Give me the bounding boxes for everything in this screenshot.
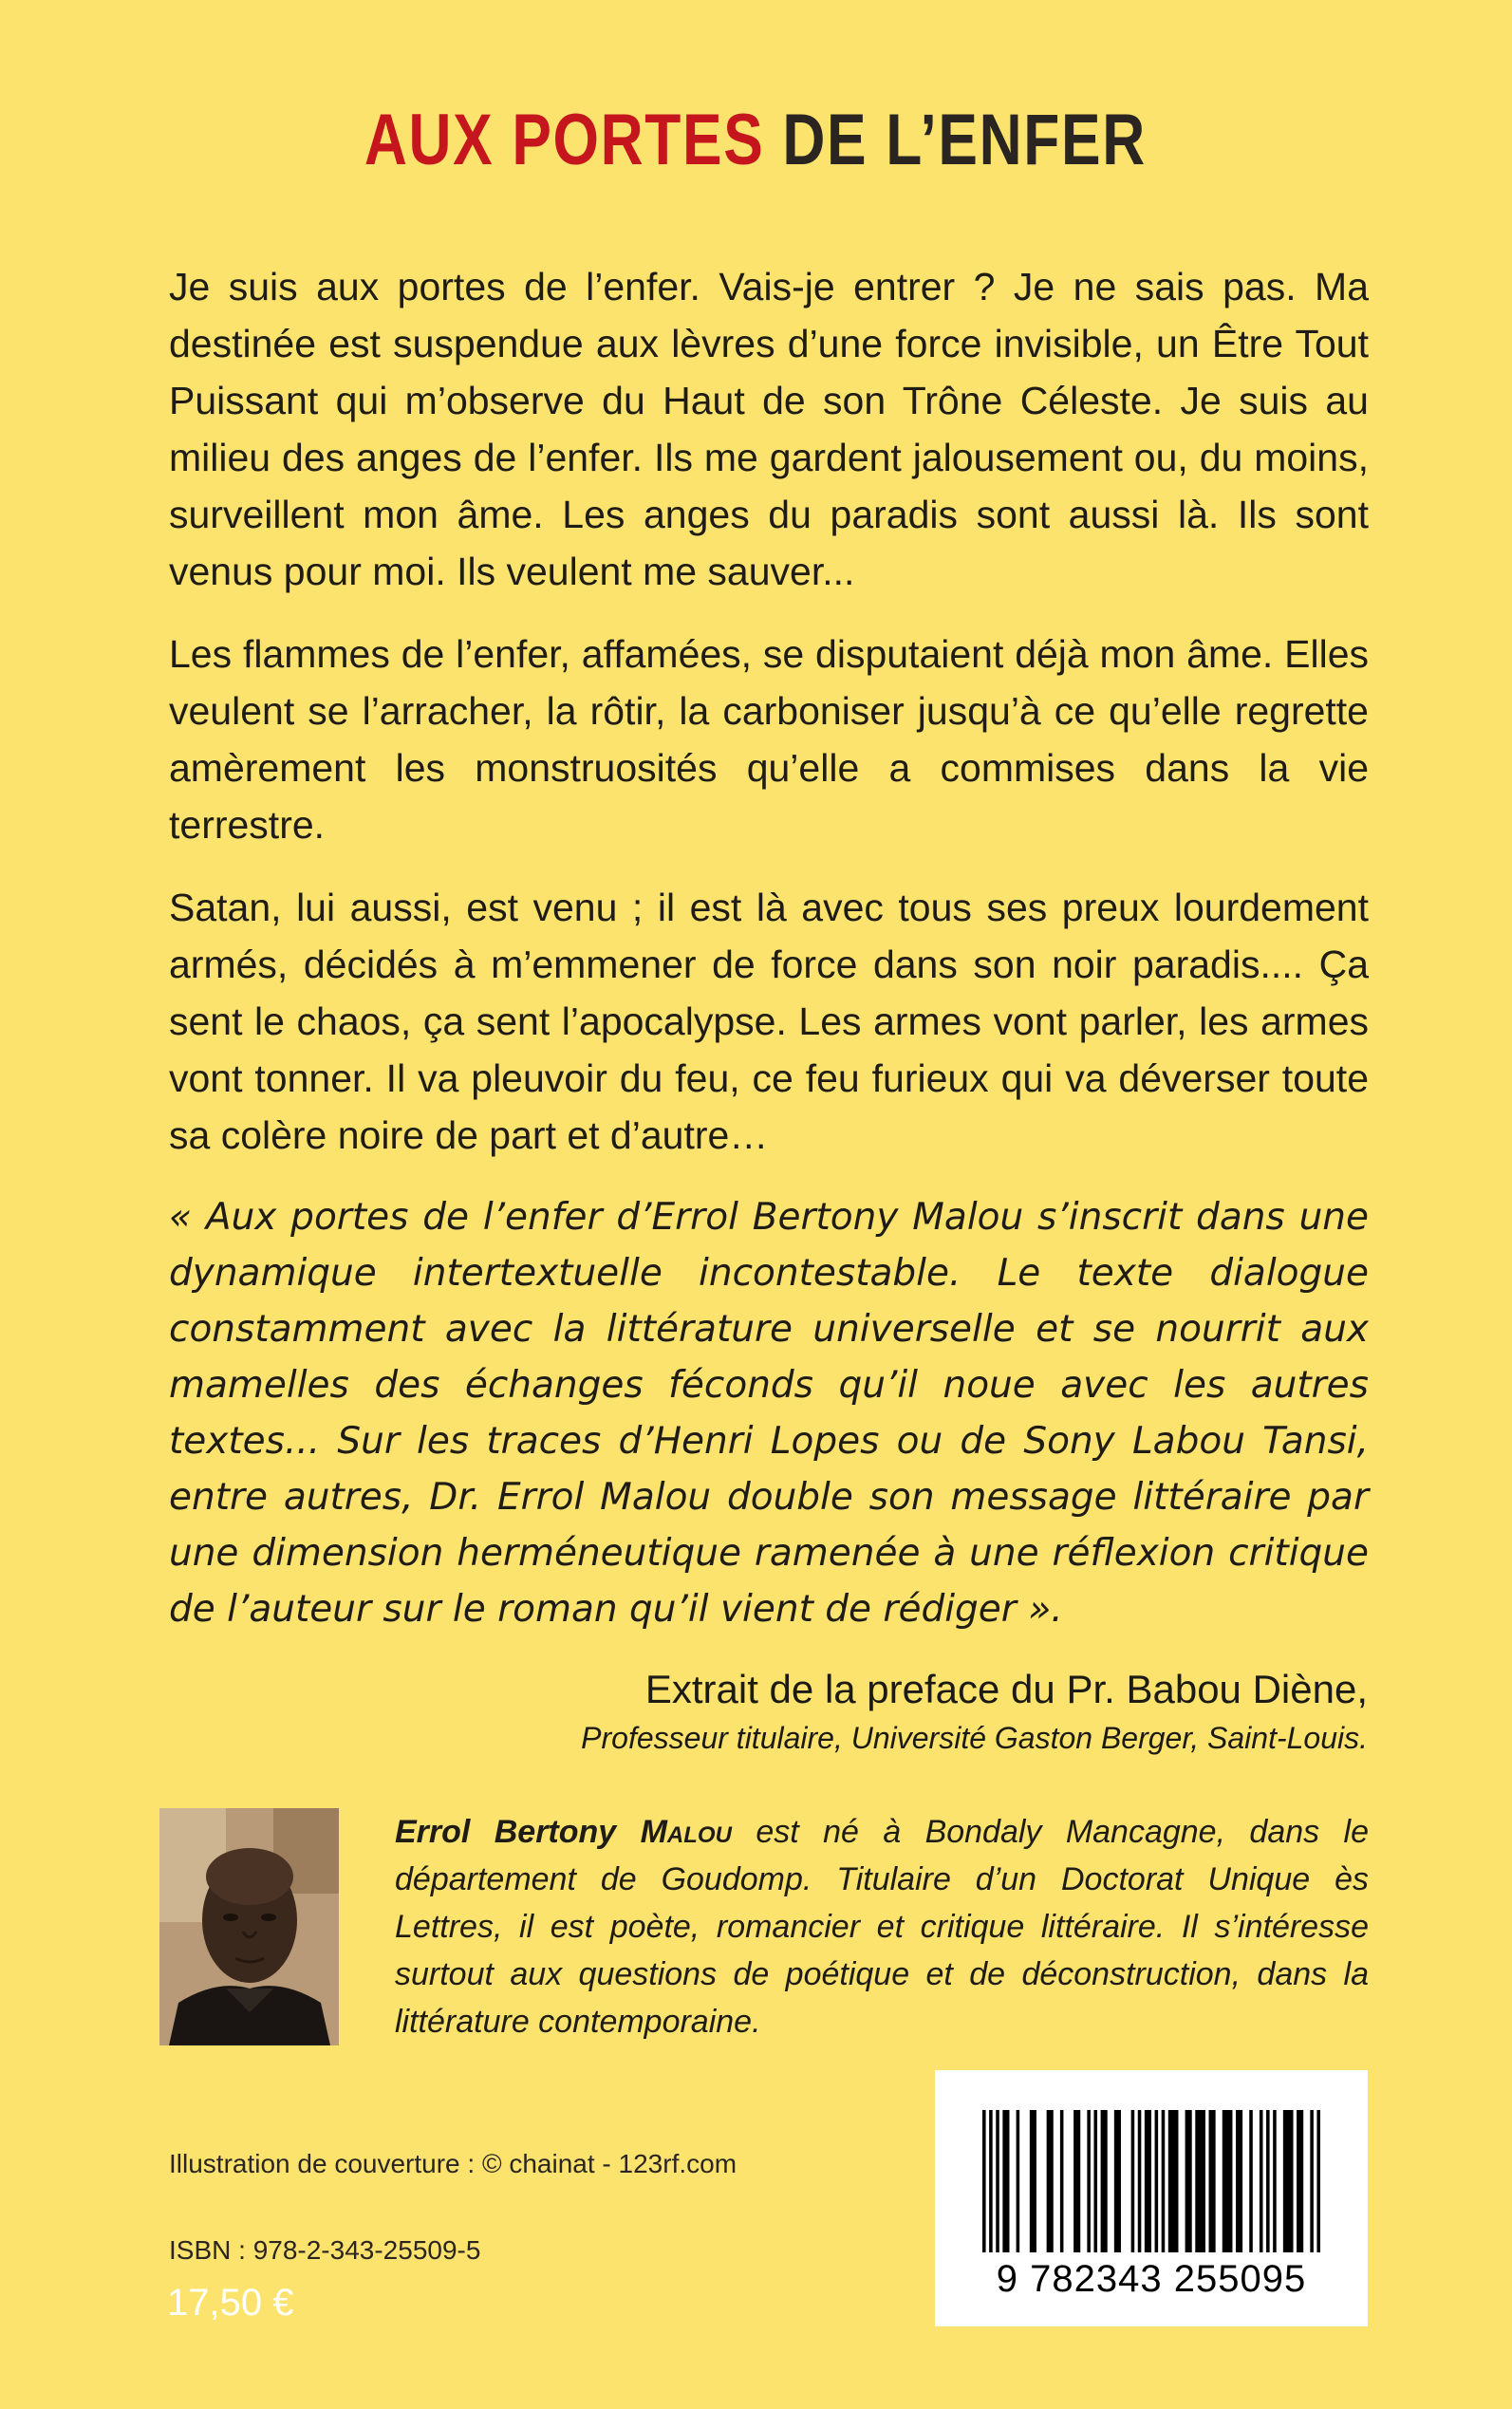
barcode-bar xyxy=(1316,2110,1320,2252)
barcode-bar xyxy=(1185,2110,1192,2252)
barcode-bar xyxy=(1236,2110,1242,2252)
preface-quote: « Aux portes de l’enfer d’Errol Bertony Malou s’inscrit dans une dynamique intertextuelle incontestable. Le texte dialogue constamment avec la littérature universelle et se nourrit aux mamelles des échanges féconds qu’il noue avec les autres textes... Sur les traces d’Henri Lopes ou de Sony Labou Tansi, entre autres, Dr. Errol Malou double son message littéraire par une dimension herméneutique ramenée à une réflexion critique de l’auteur sur le roman qu’il vient de rédiger ». xyxy=(169,1196,1369,1631)
barcode-bar xyxy=(1002,2110,1009,2252)
barcode-bar xyxy=(1283,2110,1294,2252)
barcode-bar xyxy=(1297,2110,1303,2252)
barcode-bar xyxy=(1223,2110,1233,2252)
author-surname: Malou xyxy=(640,1814,732,1850)
author-first-names: Errol Bertony xyxy=(395,1814,617,1850)
barcode-bar xyxy=(1249,2110,1253,2252)
barcode-bars xyxy=(982,2110,1320,2252)
barcode-bar xyxy=(1093,2110,1097,2252)
barcode-bar xyxy=(1155,2110,1159,2252)
title-part-red: AUX PORTES xyxy=(364,100,765,180)
barcode-bar xyxy=(996,2110,999,2252)
isbn: ISBN : 978-2-343-25509-5 xyxy=(169,2235,481,2265)
barcode-bar xyxy=(1017,2110,1020,2252)
barcode-bar xyxy=(1162,2110,1166,2252)
barcode-bar xyxy=(1047,2110,1054,2252)
author-bio xyxy=(395,1808,1369,2045)
barcode-bar xyxy=(982,2110,986,2252)
barcode-bar xyxy=(1138,2110,1142,2252)
barcode-bar xyxy=(1030,2110,1036,2252)
barcode-bar xyxy=(1114,2110,1121,2252)
title-part-dark: DE L’ENFER xyxy=(782,100,1147,180)
attribution-source: Extrait de la preface du Pr. Babou Diène, xyxy=(644,1667,1368,1711)
blurb-paragraph-1: Je suis aux portes de l’enfer. Vais-je entrer ? Je ne sais pas. Ma destinée est suspendue aux lèvres d’une force invisible, un Être Tout Puissant qui m’observe du Haut de son Trône Céleste. Je suis au milieu des anges de l’enfer. Ils me gardent jalousement ou, du moins, surveillent mon âme. Les anges du paradis sont aussi là. Ils sont venus pour moi. Ils veulent me sauver... xyxy=(169,265,1369,593)
barcode-bar xyxy=(1260,2110,1263,2252)
barcode xyxy=(935,2070,1368,2326)
book-title xyxy=(136,100,1375,180)
author-photo xyxy=(159,1808,339,2045)
cover-illustration-credit: Illustration de couverture : © chainat - 123rf.com xyxy=(169,2149,737,2178)
quote-attribution xyxy=(581,1663,1368,1760)
blurb xyxy=(169,258,1369,1637)
blurb-paragraph-2: Les flammes de l’enfer, affamées, se disputaient déjà mon âme. Elles veulent se l’arracher, la rôtir, la carboniser jusqu’à ce qu’elle regrette amèrement les monstruosités qu’elle a commises dans la vie terrestre. xyxy=(169,632,1369,847)
barcode-bar xyxy=(1145,2110,1151,2252)
blurb-paragraph-3: Satan, lui aussi, est venu ; il est là avec tous ses preux lourdement armés, décidés à m’emmener de force dans son noir paradis.... Ça sent le chaos, ça sent l’apocalypse. Les armes vont parler, les armes vont tonner. Il va pleuvoir du feu, ce feu furieux qui va déverser toute sa colère noire de part et d’autre… xyxy=(169,886,1369,1157)
barcode-bar xyxy=(1087,2110,1091,2252)
barcode-bar xyxy=(1273,2110,1277,2252)
barcode-bar xyxy=(1101,2110,1108,2252)
barcode-bar xyxy=(1073,2110,1080,2252)
barcode-bar xyxy=(1168,2110,1179,2252)
price: 17,50 € xyxy=(167,2282,294,2324)
author-bio-text: est né à Bondaly Mancagne, dans le département de Goudomp. Titulaire d’un Doctorat Unique ès Lettres, il est poète, romancier et critique littéraire. Il s’intéresse surtout aux questions de poétique et de déconstruction, dans la littérature contemporaine. xyxy=(395,1814,1370,2040)
barcode-bar xyxy=(1310,2110,1314,2252)
attribution-title: Professeur titulaire, Université Gaston Berger, Saint-Louis. xyxy=(581,1721,1368,1755)
barcode-bar xyxy=(989,2110,993,2252)
barcode-number: 9 782343 255095 xyxy=(996,2258,1307,2300)
author-portrait-illustration xyxy=(159,1808,339,2045)
barcode-bar xyxy=(1195,2110,1205,2252)
barcode-bar xyxy=(1060,2110,1064,2252)
barcode-bar xyxy=(1266,2110,1270,2252)
barcode-bar xyxy=(1209,2110,1216,2252)
barcode-bar xyxy=(1131,2110,1135,2252)
